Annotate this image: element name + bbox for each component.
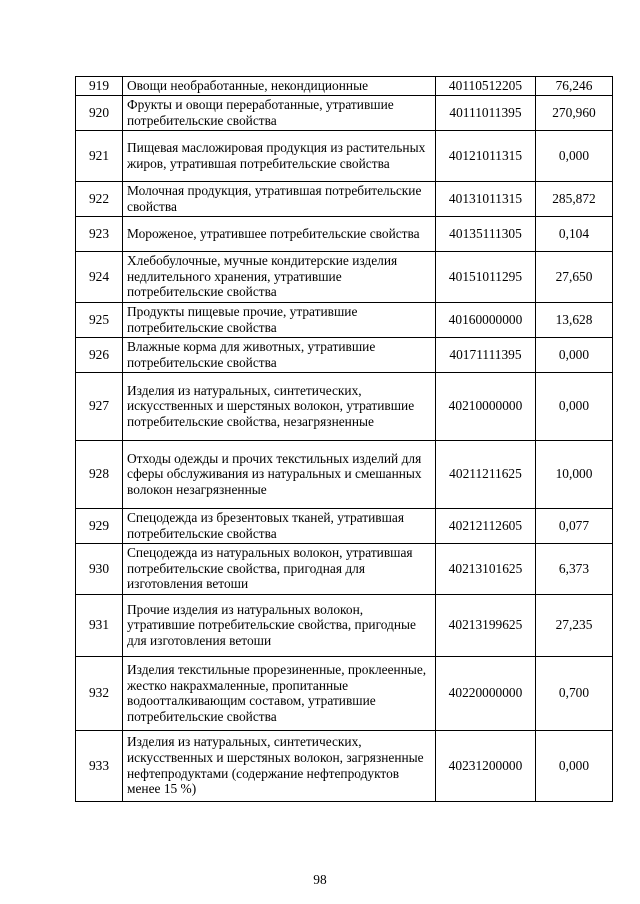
- row-code-cell: 40111011395: [436, 95, 536, 130]
- row-name-cell: Отходы одежды и прочих текстильных изделий для сферы обслуживания из натуральных и смешанных волокон незагрязненные: [123, 440, 436, 508]
- row-number-cell: 924: [76, 251, 123, 302]
- row-name-cell: Спецодежда из брезентовых тканей, утратившая потребительские свойства: [123, 508, 436, 543]
- row-code-cell: 40171111395: [436, 337, 536, 372]
- row-code-cell: 40213199625: [436, 594, 536, 656]
- row-value-cell: 0,000: [536, 372, 613, 440]
- row-number-cell: 925: [76, 302, 123, 337]
- row-code-cell: 40131011315: [436, 181, 536, 216]
- row-number-cell: 920: [76, 95, 123, 130]
- row-code-cell: 40212112605: [436, 508, 536, 543]
- table-row: [76, 130, 613, 181]
- row-value-cell: 270,960: [536, 95, 613, 130]
- table-row: [76, 372, 613, 440]
- row-value-cell: 6,373: [536, 543, 613, 594]
- row-name-cell: Спецодежда из натуральных волокон, утратившая потребительские свойства, пригодная для изготовления ветоши: [123, 543, 436, 594]
- row-number-cell: 921: [76, 130, 123, 181]
- row-number-cell: 926: [76, 337, 123, 372]
- table-row: [76, 95, 613, 130]
- row-number-cell: 923: [76, 216, 123, 251]
- row-name-cell: Мороженое, утратившее потребительские свойства: [123, 216, 436, 251]
- table-row: [76, 181, 613, 216]
- row-name-cell: Хлебобулочные, мучные кондитерские изделия недлительного хранения, утратившие потребительские свойства: [123, 251, 436, 302]
- row-code-cell: 40231200000: [436, 730, 536, 801]
- row-number-cell: 922: [76, 181, 123, 216]
- row-value-cell: 0,700: [536, 656, 613, 730]
- table-row: [76, 508, 613, 543]
- table-row: [76, 440, 613, 508]
- row-value-cell: 76,246: [536, 77, 613, 96]
- table-body: [76, 77, 613, 802]
- row-number-cell: 919: [76, 77, 123, 96]
- row-code-cell: 40110512205: [436, 77, 536, 96]
- row-value-cell: 0,000: [536, 130, 613, 181]
- row-code-cell: 40220000000: [436, 656, 536, 730]
- waste-table: [75, 76, 613, 802]
- row-name-cell: Влажные корма для животных, утратившие потребительские свойства: [123, 337, 436, 372]
- row-number-cell: 932: [76, 656, 123, 730]
- row-name-cell: Продукты пищевые прочие, утратившие потребительские свойства: [123, 302, 436, 337]
- row-value-cell: 27,650: [536, 251, 613, 302]
- row-number-cell: 927: [76, 372, 123, 440]
- table-row: [76, 77, 613, 96]
- row-number-cell: 928: [76, 440, 123, 508]
- row-name-cell: Молочная продукция, утратившая потребительские свойства: [123, 181, 436, 216]
- row-value-cell: 0,000: [536, 337, 613, 372]
- row-value-cell: 0,000: [536, 730, 613, 801]
- page-number: 98: [313, 872, 327, 887]
- table-row: [76, 730, 613, 801]
- row-name-cell: Изделия из натуральных, синтетических, искусственных и шерстяных волокон, утратившие потребительские свойства, незагрязненные: [123, 372, 436, 440]
- row-number-cell: 930: [76, 543, 123, 594]
- row-name-cell: Пищевая масложировая продукция из растительных жиров, утратившая потребительские свойства: [123, 130, 436, 181]
- row-number-cell: 931: [76, 594, 123, 656]
- row-name-cell: Изделия из натуральных, синтетических, искусственных и шерстяных волокон, загрязненные нефтепродуктами (содержание нефтепродуктов менее 15 %): [123, 730, 436, 801]
- row-value-cell: 285,872: [536, 181, 613, 216]
- row-name-cell: Изделия текстильные прорезиненные, проклеенные, жестко накрахмаленные, пропитанные водоотталкивающим составом, утратившие потребительские свойства: [123, 656, 436, 730]
- table-row: [76, 302, 613, 337]
- row-code-cell: 40121011315: [436, 130, 536, 181]
- row-number-cell: 929: [76, 508, 123, 543]
- table-row: [76, 656, 613, 730]
- row-value-cell: 10,000: [536, 440, 613, 508]
- table-row: [76, 337, 613, 372]
- table-row: [76, 216, 613, 251]
- table-row: [76, 594, 613, 656]
- row-value-cell: 0,077: [536, 508, 613, 543]
- row-code-cell: 40210000000: [436, 372, 536, 440]
- row-value-cell: 13,628: [536, 302, 613, 337]
- row-code-cell: 40213101625: [436, 543, 536, 594]
- row-number-cell: 933: [76, 730, 123, 801]
- row-code-cell: 40211211625: [436, 440, 536, 508]
- row-code-cell: 40135111305: [436, 216, 536, 251]
- row-value-cell: 0,104: [536, 216, 613, 251]
- row-code-cell: 40160000000: [436, 302, 536, 337]
- row-name-cell: Фрукты и овощи переработанные, утратившие потребительские свойства: [123, 95, 436, 130]
- table-row: [76, 543, 613, 594]
- row-name-cell: Овощи необработанные, некондиционные: [123, 77, 436, 96]
- row-value-cell: 27,235: [536, 594, 613, 656]
- row-code-cell: 40151011295: [436, 251, 536, 302]
- table-row: [76, 251, 613, 302]
- row-name-cell: Прочие изделия из натуральных волокон, утратившие потребительские свойства, пригодные для изготовления ветоши: [123, 594, 436, 656]
